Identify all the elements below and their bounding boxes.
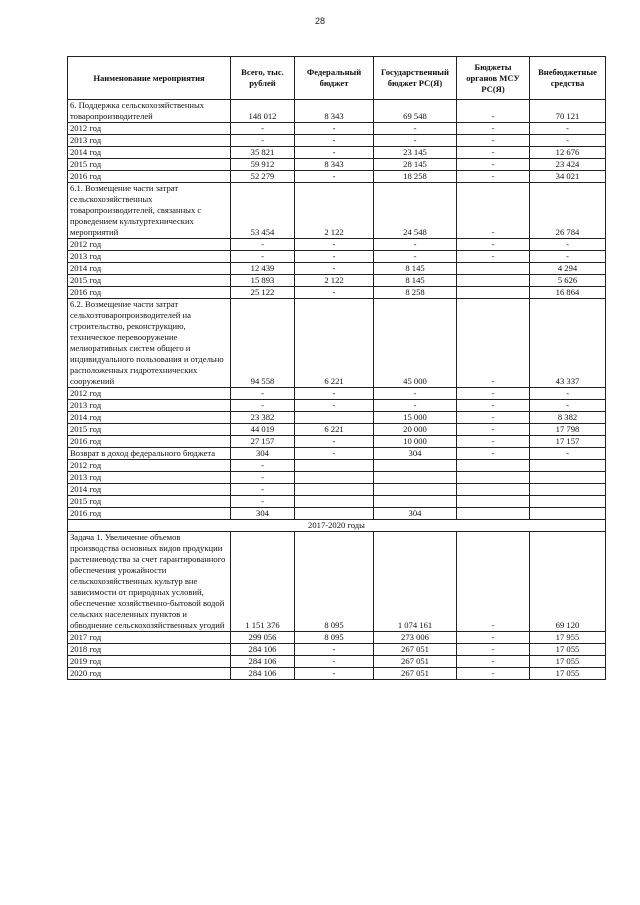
table-row xyxy=(68,147,606,159)
msu-cell: - xyxy=(457,448,530,460)
table-row xyxy=(68,299,606,388)
table-row xyxy=(68,183,606,239)
total-cell: 284 106 xyxy=(231,644,295,656)
msu-cell: - xyxy=(457,135,530,147)
total-cell: 304 xyxy=(231,508,295,520)
total-cell: - xyxy=(231,251,295,263)
federal-cell: - xyxy=(295,251,374,263)
state-cell: 24 548 xyxy=(374,183,457,239)
budget-table xyxy=(67,56,606,680)
federal-cell: - xyxy=(295,644,374,656)
extrabudget-cell: 17 055 xyxy=(530,656,606,668)
federal-cell: - xyxy=(295,436,374,448)
extrabudget-cell xyxy=(530,460,606,472)
federal-cell: - xyxy=(295,400,374,412)
activity-name-cell: 2016 год xyxy=(68,287,231,299)
msu-cell: - xyxy=(457,299,530,388)
table-row xyxy=(68,123,606,135)
state-cell: 15 000 xyxy=(374,412,457,424)
table-row xyxy=(68,436,606,448)
federal-cell: - xyxy=(295,287,374,299)
column-header-federal: Федеральный бюджет xyxy=(295,57,374,100)
column-header-total: Всего, тыс. рублей xyxy=(231,57,295,100)
extrabudget-cell xyxy=(530,496,606,508)
msu-cell: - xyxy=(457,400,530,412)
extrabudget-cell xyxy=(530,508,606,520)
state-cell: 10 000 xyxy=(374,436,457,448)
table-row xyxy=(68,448,606,460)
table-row xyxy=(68,496,606,508)
msu-cell: - xyxy=(457,123,530,135)
activity-name-cell: 6.1. Возмещение части затрат сельскохозяйственных товаропроизводителей, связанных с проведением культуртехнических мероприятий xyxy=(68,183,231,239)
msu-cell: - xyxy=(457,171,530,183)
msu-cell: - xyxy=(457,424,530,436)
table-row xyxy=(68,644,606,656)
state-cell: 8 145 xyxy=(374,263,457,275)
extrabudget-cell: 4 294 xyxy=(530,263,606,275)
table-row xyxy=(68,472,606,484)
activity-name-cell: 2016 год xyxy=(68,171,231,183)
federal-cell: - xyxy=(295,448,374,460)
federal-cell: - xyxy=(295,656,374,668)
table-row xyxy=(68,508,606,520)
msu-cell xyxy=(457,484,530,496)
federal-cell xyxy=(295,412,374,424)
msu-cell: - xyxy=(457,644,530,656)
activity-name-cell: 2020 год xyxy=(68,668,231,680)
column-header-state: Государственный бюджет РС(Я) xyxy=(374,57,457,100)
state-cell: 69 548 xyxy=(374,100,457,123)
total-cell: 12 439 xyxy=(231,263,295,275)
total-cell: 94 558 xyxy=(231,299,295,388)
msu-cell: - xyxy=(457,251,530,263)
extrabudget-cell: 12 676 xyxy=(530,147,606,159)
activity-name-cell: 2014 год xyxy=(68,484,231,496)
extrabudget-cell: 70 121 xyxy=(530,100,606,123)
table-row xyxy=(68,100,606,123)
msu-cell: - xyxy=(457,388,530,400)
extrabudget-cell: 17 157 xyxy=(530,436,606,448)
extrabudget-cell: 17 055 xyxy=(530,644,606,656)
msu-cell: - xyxy=(457,668,530,680)
total-cell: 148 012 xyxy=(231,100,295,123)
period-row xyxy=(68,520,606,532)
activity-name-cell: 2016 год xyxy=(68,508,231,520)
msu-cell: - xyxy=(457,436,530,448)
state-cell xyxy=(374,472,457,484)
state-cell xyxy=(374,484,457,496)
extrabudget-cell: - xyxy=(530,239,606,251)
federal-cell: - xyxy=(295,668,374,680)
msu-cell: - xyxy=(457,159,530,171)
msu-cell: - xyxy=(457,147,530,159)
federal-cell: - xyxy=(295,147,374,159)
activity-name-cell: 2019 год xyxy=(68,656,231,668)
federal-cell xyxy=(295,472,374,484)
state-cell: 8 145 xyxy=(374,275,457,287)
activity-name-cell: 6. Поддержка сельскохозяйственных товаропроизводителей xyxy=(68,100,231,123)
table-row xyxy=(68,388,606,400)
federal-cell: - xyxy=(295,239,374,251)
extrabudget-cell: - xyxy=(530,448,606,460)
state-cell xyxy=(374,460,457,472)
total-cell: 25 122 xyxy=(231,287,295,299)
federal-cell xyxy=(295,460,374,472)
state-cell: 23 145 xyxy=(374,147,457,159)
extrabudget-cell: 23 424 xyxy=(530,159,606,171)
federal-cell: - xyxy=(295,263,374,275)
state-cell: 304 xyxy=(374,508,457,520)
extrabudget-cell: 43 337 xyxy=(530,299,606,388)
activity-name-cell: 2017 год xyxy=(68,632,231,644)
table-row xyxy=(68,424,606,436)
table-row xyxy=(68,287,606,299)
extrabudget-cell: 17 055 xyxy=(530,668,606,680)
activity-name-cell: 2013 год xyxy=(68,472,231,484)
total-cell: 304 xyxy=(231,448,295,460)
state-cell: 273 006 xyxy=(374,632,457,644)
header-row xyxy=(68,57,606,100)
msu-cell xyxy=(457,263,530,275)
msu-cell: - xyxy=(457,656,530,668)
extrabudget-cell: 69 120 xyxy=(530,532,606,632)
federal-cell: 6 221 xyxy=(295,424,374,436)
extrabudget-cell: - xyxy=(530,388,606,400)
msu-cell: - xyxy=(457,412,530,424)
activity-name-cell: 2013 год xyxy=(68,400,231,412)
table-row xyxy=(68,275,606,287)
state-cell xyxy=(374,496,457,508)
extrabudget-cell: 17 798 xyxy=(530,424,606,436)
extrabudget-cell: - xyxy=(530,135,606,147)
federal-cell: 8 343 xyxy=(295,100,374,123)
activity-name-cell: 2015 год xyxy=(68,424,231,436)
total-cell: 1 151 376 xyxy=(231,532,295,632)
table-body xyxy=(68,100,606,680)
column-header-name: Наименование мероприятия xyxy=(68,57,231,100)
activity-name-cell: 2015 год xyxy=(68,275,231,287)
column-header-msu: Бюджеты органов МСУ РС(Я) xyxy=(457,57,530,100)
federal-cell: 2 122 xyxy=(295,275,374,287)
federal-cell: 8 095 xyxy=(295,532,374,632)
federal-cell: - xyxy=(295,171,374,183)
extrabudget-cell: - xyxy=(530,123,606,135)
federal-cell: 8 095 xyxy=(295,632,374,644)
state-cell: 28 145 xyxy=(374,159,457,171)
msu-cell xyxy=(457,287,530,299)
table-row xyxy=(68,668,606,680)
federal-cell: - xyxy=(295,135,374,147)
total-cell: 23 382 xyxy=(231,412,295,424)
extrabudget-cell: 26 784 xyxy=(530,183,606,239)
total-cell: - xyxy=(231,460,295,472)
activity-name-cell: 2014 год xyxy=(68,263,231,275)
column-header-extrabudget: Внебюджетные средства xyxy=(530,57,606,100)
activity-name-cell: 2012 год xyxy=(68,388,231,400)
extrabudget-cell: 16 864 xyxy=(530,287,606,299)
state-cell: 267 051 xyxy=(374,656,457,668)
state-cell: 1 074 161 xyxy=(374,532,457,632)
state-cell: - xyxy=(374,239,457,251)
activity-name-cell: 2018 год xyxy=(68,644,231,656)
state-cell: - xyxy=(374,251,457,263)
activity-name-cell: 2012 год xyxy=(68,123,231,135)
activity-name-cell: 2013 год xyxy=(68,135,231,147)
federal-cell: 2 122 xyxy=(295,183,374,239)
table-row xyxy=(68,656,606,668)
state-cell: 45 000 xyxy=(374,299,457,388)
activity-name-cell: 2015 год xyxy=(68,496,231,508)
total-cell: 27 157 xyxy=(231,436,295,448)
table-row xyxy=(68,484,606,496)
table-row xyxy=(68,251,606,263)
state-cell: - xyxy=(374,388,457,400)
msu-cell: - xyxy=(457,632,530,644)
msu-cell xyxy=(457,275,530,287)
total-cell: 284 106 xyxy=(231,668,295,680)
table-row xyxy=(68,412,606,424)
activity-name-cell: 2015 год xyxy=(68,159,231,171)
table-row xyxy=(68,159,606,171)
msu-cell: - xyxy=(457,532,530,632)
extrabudget-cell: - xyxy=(530,251,606,263)
table-row xyxy=(68,632,606,644)
federal-cell xyxy=(295,496,374,508)
total-cell: 299 056 xyxy=(231,632,295,644)
federal-cell: - xyxy=(295,388,374,400)
federal-cell xyxy=(295,484,374,496)
total-cell: - xyxy=(231,484,295,496)
table-row xyxy=(68,135,606,147)
total-cell: 284 106 xyxy=(231,656,295,668)
table-row xyxy=(68,239,606,251)
activity-name-cell: 2013 год xyxy=(68,251,231,263)
table-row xyxy=(68,460,606,472)
activity-name-cell: 2014 год xyxy=(68,147,231,159)
activity-name-cell: 2012 год xyxy=(68,239,231,251)
federal-cell xyxy=(295,508,374,520)
state-cell: - xyxy=(374,400,457,412)
extrabudget-cell: 8 382 xyxy=(530,412,606,424)
extrabudget-cell: - xyxy=(530,400,606,412)
extrabudget-cell xyxy=(530,484,606,496)
activity-name-cell: 2016 год xyxy=(68,436,231,448)
total-cell: 15 893 xyxy=(231,275,295,287)
activity-name-cell: 2012 год xyxy=(68,460,231,472)
msu-cell: - xyxy=(457,183,530,239)
federal-cell: 6 221 xyxy=(295,299,374,388)
federal-cell: - xyxy=(295,123,374,135)
total-cell: 53 454 xyxy=(231,183,295,239)
state-cell: 267 051 xyxy=(374,668,457,680)
extrabudget-cell: 17 955 xyxy=(530,632,606,644)
total-cell: - xyxy=(231,400,295,412)
table-row xyxy=(68,171,606,183)
period-label: 2017-2020 годы xyxy=(68,520,606,532)
page-number: 28 xyxy=(314,16,325,26)
activity-name-cell: 2014 год xyxy=(68,412,231,424)
state-cell: 20 000 xyxy=(374,424,457,436)
activity-name-cell: Возврат в доход федерального бюджета xyxy=(68,448,231,460)
total-cell: - xyxy=(231,496,295,508)
activity-name-cell: 6.2. Возмещение части затрат сельхозтоваропроизводителей на строительство, реконструкцию, техническое перевооружение мелиоративных систем общего и индивидуального пользования и отдельно расположенных гидротехнических сооружений xyxy=(68,299,231,388)
extrabudget-cell: 34 021 xyxy=(530,171,606,183)
federal-cell: 8 343 xyxy=(295,159,374,171)
total-cell: - xyxy=(231,239,295,251)
table-row xyxy=(68,263,606,275)
state-cell: - xyxy=(374,135,457,147)
total-cell: 59 912 xyxy=(231,159,295,171)
msu-cell xyxy=(457,496,530,508)
state-cell: 8 258 xyxy=(374,287,457,299)
total-cell: 52 279 xyxy=(231,171,295,183)
msu-cell xyxy=(457,508,530,520)
state-cell: 18 258 xyxy=(374,171,457,183)
state-cell: 304 xyxy=(374,448,457,460)
msu-cell: - xyxy=(457,100,530,123)
total-cell: - xyxy=(231,388,295,400)
state-cell: - xyxy=(374,123,457,135)
table-row xyxy=(68,400,606,412)
total-cell: - xyxy=(231,135,295,147)
activity-name-cell: Задача 1. Увеличение объемов производства основных видов продукции растениеводства за счет гарантированного обеспечения урожайности сельскохозяйственных культур вне зависимости от природных условий, обеспечение хозяйственно-бытовой водой сельских населенных пунктов и обводнение сельскохозяйственных угодий xyxy=(68,532,231,632)
total-cell: - xyxy=(231,123,295,135)
total-cell: 44 019 xyxy=(231,424,295,436)
total-cell: 35 821 xyxy=(231,147,295,159)
state-cell: 267 051 xyxy=(374,644,457,656)
msu-cell xyxy=(457,460,530,472)
extrabudget-cell xyxy=(530,472,606,484)
msu-cell: - xyxy=(457,239,530,251)
total-cell: - xyxy=(231,472,295,484)
table-row xyxy=(68,532,606,632)
msu-cell xyxy=(457,472,530,484)
extrabudget-cell: 5 626 xyxy=(530,275,606,287)
